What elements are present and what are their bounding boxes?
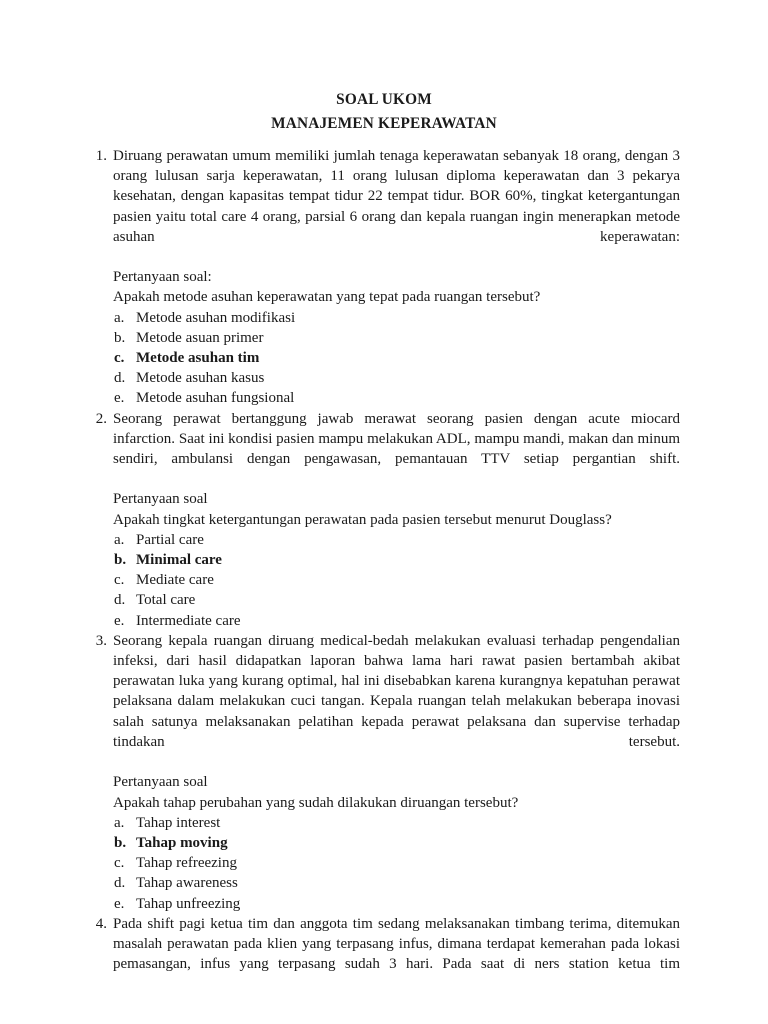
- question-body: [113, 409, 680, 631]
- title-line-1: SOAL UKOM: [336, 91, 432, 108]
- option-label: Metode asuhan fungsional: [136, 390, 295, 407]
- option-letter: b.: [114, 834, 127, 851]
- option-item-b[interactable]: [113, 550, 680, 570]
- option-letter: a.: [114, 309, 125, 326]
- option-label: Tahap unfreezing: [136, 895, 241, 912]
- option-item-d[interactable]: [113, 368, 680, 388]
- option-item-c[interactable]: [113, 853, 680, 873]
- option-item-e[interactable]: [113, 611, 680, 631]
- question-item-4: [88, 914, 680, 995]
- option-list: [113, 308, 680, 409]
- question-stem: Diruang perawatan umum memiliki jumlah tenaga keperawatan sebanyak 18 orang, dengan 3 orang lulusan sarja keperawatan, 11 orang lulusan diploma keperawatan dan 3 pekarya kesehatan, dengan kapasitas tempat tidur 22 tempat tidur. BOR 60%, tingkat ketergantungan pasien yaitu total care 4 orang, parsial 6 orang dan kepala ruangan ingin menerapkan metode asuhan keperawatan:: [113, 148, 680, 245]
- option-letter: e.: [114, 390, 125, 407]
- option-item-e[interactable]: [113, 894, 680, 914]
- option-item-b[interactable]: [113, 833, 680, 853]
- option-item-c[interactable]: [113, 570, 680, 590]
- option-letter: b.: [114, 329, 126, 346]
- option-item-a[interactable]: [113, 813, 680, 833]
- question-prompt-label: Pertanyaan soal: [113, 774, 208, 791]
- option-label: Tahap awareness: [136, 875, 238, 892]
- option-letter: c.: [114, 350, 125, 367]
- question-item-3: [88, 631, 680, 914]
- option-label: Tahap moving: [136, 834, 228, 851]
- question-stem: Seorang perawat bertanggung jawab merawat seorang pasien dengan acute miocard infarction. Saat ini kondisi pasien mampu melakukan ADL, mampu mandi, makan dan minum sendiri, ambulansi dengan pengawasan, pemantauan TTV setiap pergantian shift.: [113, 410, 680, 468]
- option-label: Metode asuhan modifikasi: [136, 309, 296, 326]
- option-label: Partial care: [136, 531, 204, 548]
- option-letter: d.: [114, 875, 126, 892]
- question-number: 1.: [95, 148, 107, 164]
- option-letter: d.: [114, 370, 126, 387]
- question-body: [113, 914, 680, 995]
- option-label: Tahap refreezing: [136, 855, 237, 872]
- option-letter: d.: [114, 592, 126, 609]
- option-label: Metode asuhan tim: [136, 350, 260, 367]
- question-prompt: Apakah tahap perubahan yang sudah dilakukan diruangan tersebut?: [113, 794, 519, 811]
- question-body: [113, 146, 680, 409]
- option-item-d[interactable]: [113, 873, 680, 893]
- question-item-2: [88, 409, 680, 631]
- option-label: Intermediate care: [136, 612, 241, 629]
- option-letter: a.: [114, 531, 125, 548]
- option-letter: c.: [114, 855, 125, 872]
- option-letter: c.: [114, 572, 125, 589]
- question-item-1: [88, 146, 680, 409]
- question-stem: Seorang kepala ruangan diruang medical-bedah melakukan evaluasi terhadap pengendalian infeksi, dari hasil didapatkan laporan bahwa lama hari rawat pasien bertambah akibat perawatan luka yang kurang optimal, hal ini disebabkan karena kurangnya kepatuhan perawat pelaksana dalam melakukan cuci tangan. Kepala ruangan telah melakukan beberapa inovasi salah satunya melaksanakan pelatihan kepada perawat pelaksana dan supervise terhadap tindakan tersebut.: [113, 632, 680, 750]
- question-number: 4.: [95, 915, 107, 932]
- option-item-e[interactable]: [113, 388, 680, 408]
- option-item-b[interactable]: [113, 328, 680, 348]
- question-prompt-label: Pertanyaan soal:: [113, 269, 212, 286]
- question-prompt: Apakah tingkat ketergantungan perawatan pada pasien tersebut menurut Douglass?: [113, 511, 612, 528]
- question-stem: Pada shift pagi ketua tim dan anggota tim sedang melaksanakan timbang terima, ditemukan masalah perawatan pada klien yang terpasang infus, dimana terdapat kemerahan pada lokasi pemasangan, infus yang terpasang sudah 3 hari. Pada saat di ners station ketua tim: [113, 915, 680, 973]
- question-prompt-label: Pertanyaan soal: [113, 491, 208, 508]
- document-title: [88, 88, 680, 136]
- option-list: [113, 813, 680, 914]
- option-item-a[interactable]: [113, 308, 680, 328]
- option-item-d[interactable]: [113, 590, 680, 610]
- option-letter: a.: [114, 814, 125, 831]
- option-label: Tahap interest: [136, 814, 221, 831]
- option-item-c[interactable]: [113, 348, 680, 368]
- question-list: [88, 146, 680, 995]
- option-letter: e.: [114, 895, 125, 912]
- question-body: [113, 631, 680, 914]
- option-list: [113, 530, 680, 631]
- option-letter: e.: [114, 612, 125, 629]
- question-prompt: Apakah metode asuhan keperawatan yang tepat pada ruangan tersebut?: [113, 289, 541, 306]
- option-item-a[interactable]: [113, 530, 680, 550]
- option-label: Metode asuhan kasus: [136, 370, 265, 387]
- title-line-2: MANAJEMEN KEPERAWATAN: [271, 115, 497, 132]
- question-number: 3.: [95, 632, 107, 649]
- option-label: Total care: [136, 592, 196, 609]
- option-label: Mediate care: [136, 572, 214, 589]
- question-number: 2.: [95, 410, 107, 427]
- option-label: Minimal care: [136, 552, 222, 569]
- option-letter: b.: [114, 552, 127, 569]
- option-label: Metode asuan primer: [136, 329, 264, 346]
